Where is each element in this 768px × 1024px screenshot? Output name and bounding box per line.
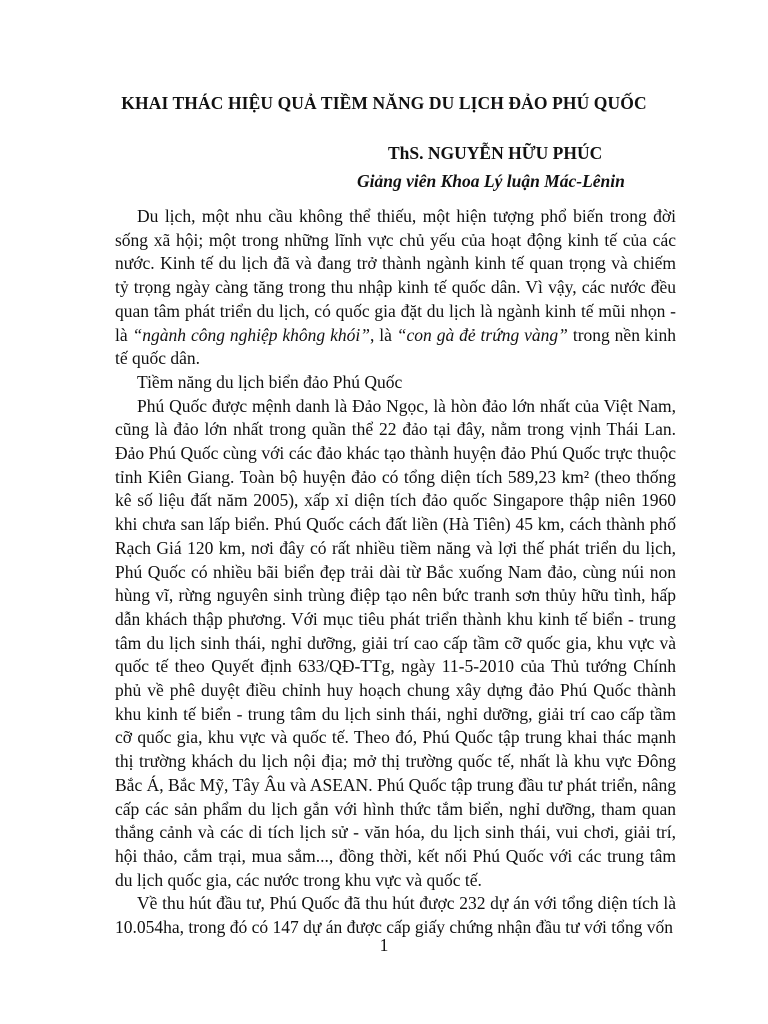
paragraph-intro-text-b: , là	[369, 324, 397, 345]
author-name: ThS. NGUYỄN HỮU PHÚC	[388, 143, 603, 163]
paragraph-intro-text-c: trong nền kinh tế quốc dân.	[115, 324, 676, 369]
author-affiliation: Giảng viên Khoa Lý luận Mác-Lênin	[357, 171, 625, 191]
page-number: 1	[379, 935, 389, 955]
paragraph-phu-quoc: Phú Quốc được mệnh danh là Đảo Ngọc, là hòn đảo lớn nhất của Việt Nam, cũng là đảo lớn nhất trong quần thể 22 đảo tại đây, nằm trong vịnh Thái Lan. Đảo Phú Quốc cùng với các đảo khác tạo thành huyện đảo Phú Quốc trực thuộc tỉnh Kiên Giang. Toàn bộ huyện đảo có tổng diện tích 589,23 km² (theo thống kê số liệu đất năm 2005), xấp xỉ diện tích đảo quốc Singapore thập niên 1960 khi chưa san lấp biển. Phú Quốc cách đất liền (Hà Tiên) 45 km, cách thành phố Rạch Giá 120 km, nơi đây có rất nhiều tiềm năng và lợi thế phát triển du lịch, Phú Quốc có nhiều bãi biển đẹp trải dài từ Bắc xuống Nam đảo, cùng núi non hùng vĩ, rừng nguyên sinh trùng điệp tạo nên bức tranh sơn thủy hữu tình, hấp dẫn khách thập phương. Với mục tiêu phát triển thành khu kinh tế biển - trung tâm du lịch sinh thái, nghỉ dưỡng, giải trí cao cấp tầm cỡ quốc gia, khu vực và quốc tế theo Quyết định 633/QĐ-TTg, ngày 11-5-2010 của Thủ tướng Chính phủ về phê duyệt điều chỉnh huy hoạch chung xây dựng đảo Phú Quốc thành khu kinh tế biển - trung tâm du lịch sinh thái, nghỉ dưỡng, giải trí cao cấp tầm cỡ quốc gia, khu vực và quốc tế. Theo đó, Phú Quốc tập trung khai thác mạnh thị trường khách du lịch nội địa; mở thị trường quốc tế, nhất là khu vực Đông Bắc Á, Bắc Mỹ, Tây Âu và ASEAN. Phú Quốc tập trung đầu tư phát triển, nâng cấp các sản phẩm du lịch gắn với hình thức tắm biển, nghỉ dưỡng, tham quan thắng cảnh và các di tích lịch sử - văn hóa, du lịch sinh thái, vui chơi, giải trí, hội thảo, cắm trại, mua sắm..., đồng thời, kết nối Phú Quốc với các trung tâm du lịch quốc gia, các nước trong khu vực và quốc tế.	[115, 395, 676, 890]
paragraph-intro-italic-b: “con gà đẻ trứng vàng”	[396, 324, 568, 345]
document-title: KHAI THÁC HIỆU QUẢ TIỀM NĂNG DU LỊCH ĐẢO PHÚ QUỐC	[121, 93, 647, 113]
body-text	[115, 205, 676, 940]
paragraph-intro-text-a: Du lịch, một nhu cầu không thể thiếu, một hiện tượng phổ biến trong đời sống xã hội; một trong những lĩnh vực chủ yếu của hoạt động kinh tế của các nước. Kinh tế du lịch đã và đang trở thành ngành kinh tế quan trọng và chiếm tỷ trọng ngày càng tăng trong thu nhập kinh tế quốc dân. Vì vậy, các nước đều quan tâm phát triển du lịch, có quốc gia đặt du lịch là ngành kinh tế mũi nhọn - là	[115, 206, 676, 345]
paragraph-intro-italic-a: “ngành công nghiệp không khói”	[132, 324, 370, 345]
paragraph-investment: Về thu hút đầu tư, Phú Quốc đã thu hút được 232 dự án với tổng diện tích là 10.054ha, trong đó có 147 dự án được cấp giấy chứng nhận đầu tư với tổng vốn	[115, 893, 676, 938]
paragraph-intro	[115, 205, 676, 371]
section-heading: Tiềm năng du lịch biển đảo Phú Quốc	[137, 371, 403, 392]
